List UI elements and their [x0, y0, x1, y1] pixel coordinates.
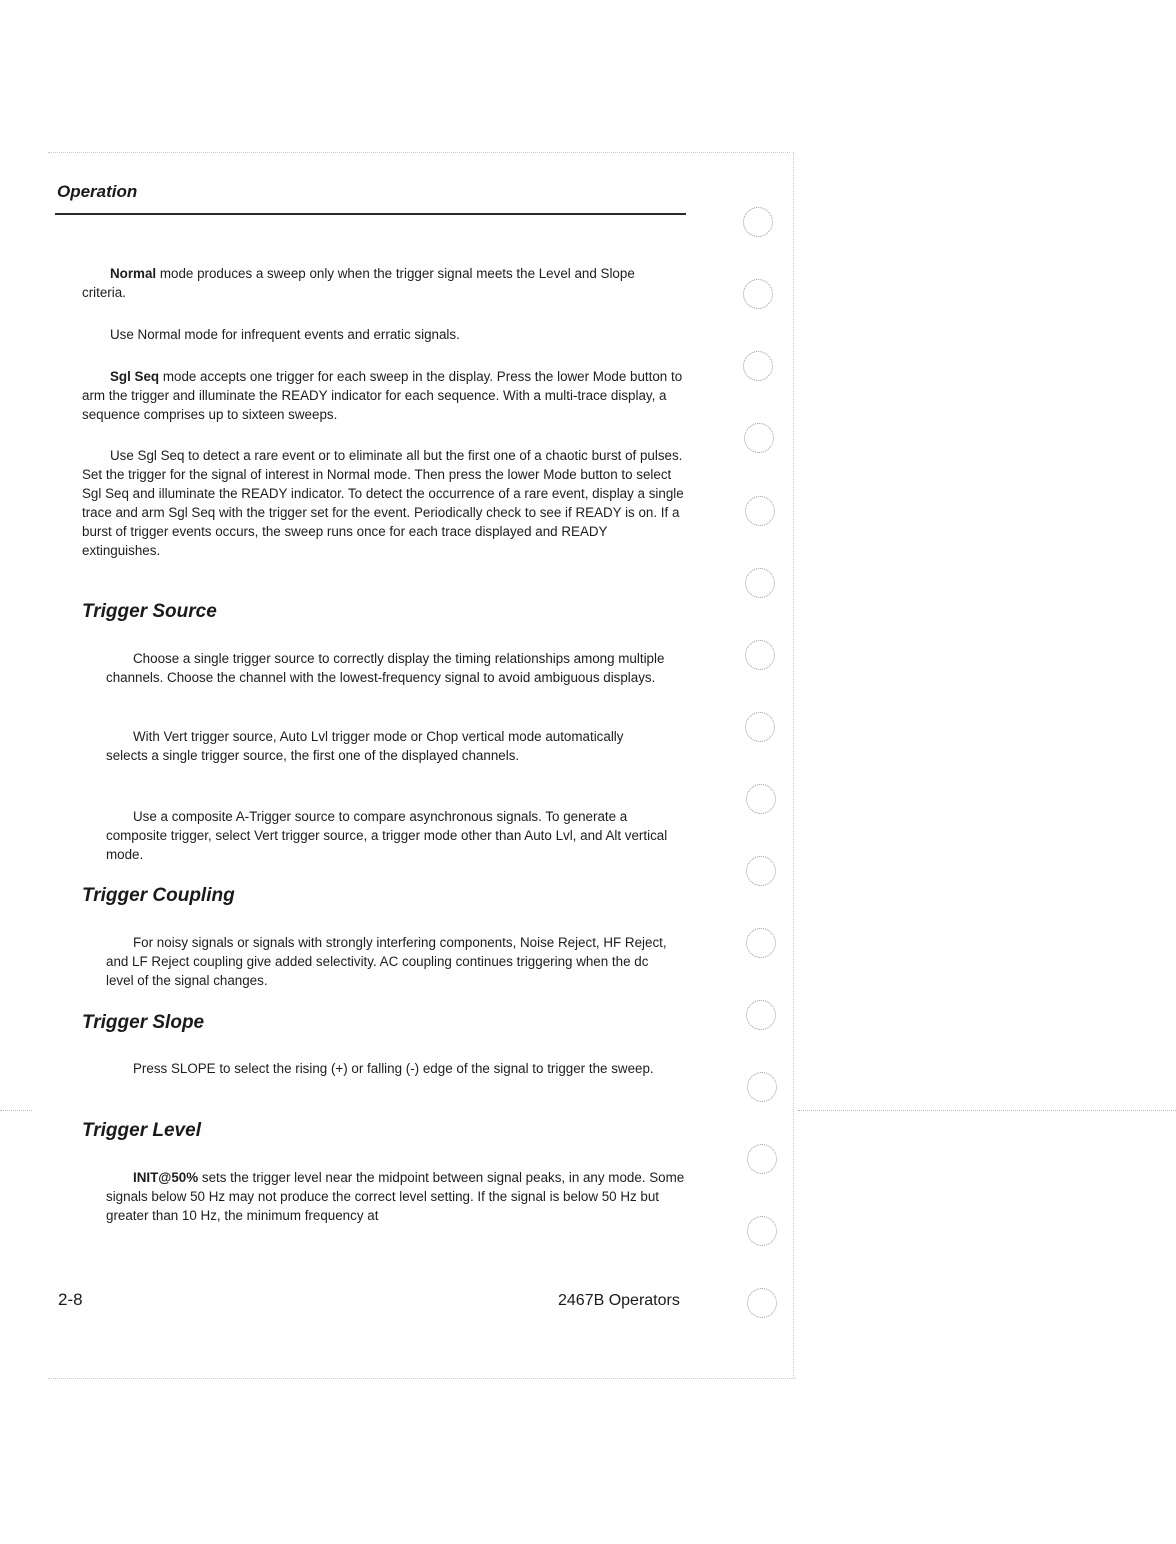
binder-hole	[746, 856, 776, 886]
normal-mode-use-paragraph: Use Normal mode for infrequent events and erratic signals.	[110, 327, 460, 342]
normal-mode-term: Normal	[110, 266, 157, 281]
trigger-coupling-paragraph: For noisy signals or signals with strongly interfering components, Noise Reject, HF Reject, and LF Reject coupling give added selectivity. AC coupling continues triggering when the dc level of the signal changes.	[106, 935, 667, 988]
binder-hole	[747, 1216, 777, 1246]
trigger-level-paragraph	[106, 1168, 691, 1225]
normal-mode-paragraph	[82, 264, 682, 302]
sgl-seq-text: mode accepts one trigger for each sweep in the display. Press the lower Mode button to arm the trigger and illuminate the READY indicator for each sequence. With a multi-trace display, a sequence comprises up to sixteen sweeps.	[82, 369, 683, 422]
trigger-slope-heading: Trigger Slope	[82, 1012, 205, 1033]
binder-hole	[747, 1144, 777, 1174]
binder-hole	[746, 784, 776, 814]
trigger-source-heading: Trigger Source	[82, 601, 217, 622]
trigger-source-paragraph-1: Choose a single trigger source to correctly display the timing relationships among multiple channels. Choose the channel with the lowest-frequency signal to avoid ambiguous displays.	[106, 651, 665, 685]
section-header: Operation	[57, 182, 138, 201]
manual-title: 2467B Operators	[558, 1292, 680, 1309]
binder-hole	[745, 496, 775, 526]
page-number: 2-8	[58, 1290, 83, 1309]
trigger-level-heading: Trigger Level	[82, 1120, 201, 1141]
trigger-source-paragraph-2: With Vert trigger source, Auto Lvl trigger mode or Chop vertical mode automatically selects a single trigger source, the first one of the displayed channels.	[106, 729, 624, 763]
binder-hole	[745, 568, 775, 598]
binder-hole	[743, 207, 773, 237]
binder-hole	[746, 928, 776, 958]
normal-mode-text: mode produces a sweep only when the trigger signal meets the Level and Slope criteria.	[82, 266, 635, 300]
sgl-seq-paragraph	[82, 367, 690, 424]
binder-hole	[746, 1000, 776, 1030]
trigger-coupling-heading: Trigger Coupling	[82, 885, 235, 906]
fold-line-right	[798, 1110, 1176, 1111]
sgl-seq-use-paragraph: Use Sgl Seq to detect a rare event or to eliminate all but the first one of a chaotic burst of pulses. Set the trigger for the signal of interest in Normal mode. Then press the lower Mode button to select Sgl Seq and illuminate the READY indicator. To detect the occurrence of a rare event, display a single trace and arm Sgl Seq with the trigger set for the event. Periodically check to see if READY is on. If a burst of trigger events occurs, the sweep runs once for each trace displayed and READY extinguishes.	[82, 448, 684, 558]
page-edge-right	[793, 152, 794, 1378]
binder-hole	[743, 279, 773, 309]
trigger-level-text: sets the trigger level near the midpoint between signal peaks, in any mode. Some signals below 50 Hz may not produce the correct level setting. If the signal is below 50 Hz but greater than 10 Hz, the minimum frequency at	[106, 1170, 685, 1223]
init-50-term: INIT@50%	[133, 1170, 199, 1185]
binder-hole	[747, 1072, 777, 1102]
binder-hole	[745, 712, 775, 742]
trigger-slope-paragraph: Press SLOPE to select the rising (+) or falling (-) edge of the signal to trigger the sweep.	[133, 1061, 654, 1076]
page-edge-top	[48, 152, 790, 153]
binder-hole	[747, 1288, 777, 1318]
sgl-seq-term: Sgl Seq	[110, 369, 160, 384]
header-rule	[55, 213, 686, 215]
page-edge-bottom	[48, 1378, 796, 1379]
trigger-source-paragraph-3: Use a composite A-Trigger source to compare asynchronous signals. To generate a composite trigger, select Vert trigger source, a trigger mode other than Auto Lvl, and Alt vertical mode.	[106, 809, 668, 862]
fold-line-left	[0, 1110, 32, 1111]
binder-hole	[744, 423, 774, 453]
binder-hole	[743, 351, 773, 381]
binder-hole	[745, 640, 775, 670]
